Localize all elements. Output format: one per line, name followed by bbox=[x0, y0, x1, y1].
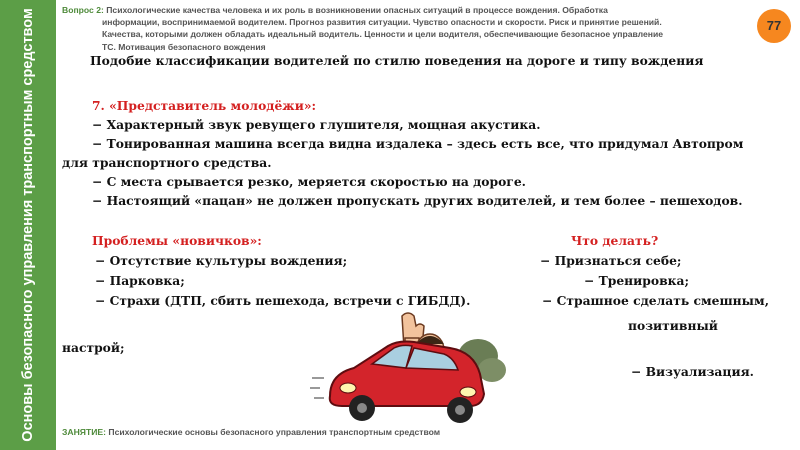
solution-item: позитивный bbox=[628, 318, 718, 333]
solutions-heading: Что делать? bbox=[571, 233, 659, 248]
solution-item: − Тренировка; bbox=[584, 273, 690, 288]
problems-heading: Проблемы «новичков»: bbox=[92, 233, 262, 248]
trait-line: − Настоящий «пацан» не должен пропускать других водителей, и тем более – пешеходов. bbox=[92, 193, 743, 208]
question-line-4: ТС. Мотивация безопасного вождения bbox=[102, 41, 266, 52]
driver-type-heading: 7. «Представитель молодёжи»: bbox=[92, 98, 317, 113]
slide-number-badge: 77 bbox=[757, 9, 791, 43]
footer-label: ЗАНЯТИЕ: bbox=[62, 427, 106, 437]
trait-line: − Тонированная машина всегда видна издалека – здесь есть все, что придумал Автопром bbox=[92, 136, 744, 151]
solution-item: − Страшное сделать смешным, bbox=[542, 293, 769, 308]
cartoon-driver-red-car-icon bbox=[310, 308, 510, 428]
trait-line: − С места срывается резко, меряется скоростью на дороге. bbox=[92, 174, 526, 189]
solution-item: настрой; bbox=[62, 340, 125, 355]
question-label: Вопрос 2: bbox=[62, 5, 104, 15]
question-line-1: Психологические качества человека и их роль в возникновении опасных ситуаций в процессе вождения. Обработка bbox=[106, 5, 608, 15]
problem-item: − Отсутствие культуры вождения; bbox=[95, 253, 348, 268]
footer-text: Психологические основы безопасного управления транспортным средством bbox=[108, 427, 441, 437]
sidebar bbox=[0, 0, 56, 450]
trait-line: для транспортного средства. bbox=[62, 155, 272, 170]
question-line-3: Качества, которыми должен обладать идеальный водитель. Ценности и цели водителя, обеспечивающие безопасное управление bbox=[102, 29, 664, 40]
solution-item: − Признаться себе; bbox=[540, 253, 682, 268]
trait-line: − Характерный звук ревущего глушителя, мощная акустика. bbox=[92, 117, 541, 132]
solution-item: − Визуализация. bbox=[631, 364, 754, 379]
problem-item: − Парковка; bbox=[95, 273, 185, 288]
lesson-question-header bbox=[62, 4, 752, 53]
sidebar-title: Основы безопасного управления транспортным средством bbox=[20, 8, 36, 442]
question-line-2: информации, воспринимаемой водителем. Прогноз развития ситуации. Чувство опасности и скорости. Риск и принятие решений. bbox=[102, 17, 662, 28]
problem-item: − Страхи (ДТП, сбить пешехода, встречи с ГИБДД). bbox=[95, 293, 471, 308]
slide-title: Подобие классификации водителей по стилю поведения на дороге и типу вождения bbox=[90, 53, 704, 68]
lesson-footer bbox=[62, 427, 440, 437]
